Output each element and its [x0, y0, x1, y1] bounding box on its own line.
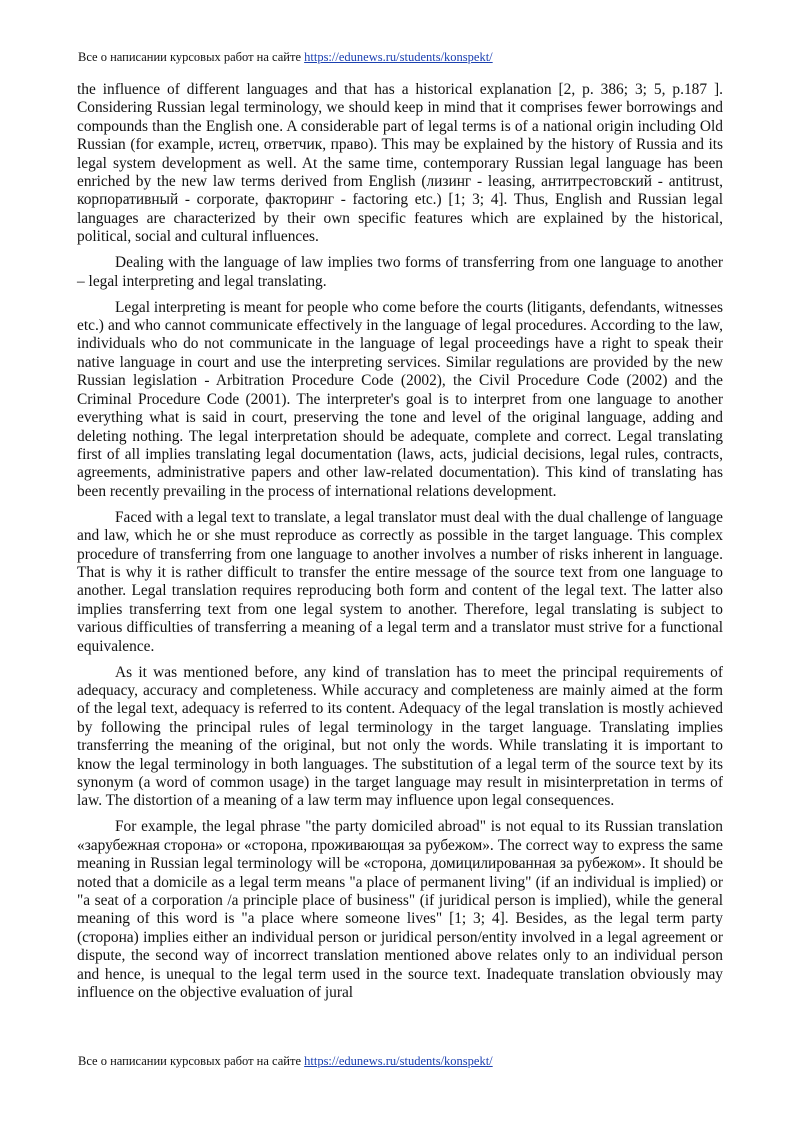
document-body	[77, 81, 723, 1010]
paragraph: Dealing with the language of law implies two forms of transferring from one language to another – legal interpreting and legal translating.	[77, 254, 723, 290]
footer-link[interactable]: https://edunews.ru/students/konspekt/	[304, 1054, 493, 1068]
paragraph: Faced with a legal text to translate, a legal translator must deal with the dual challenge of language and law, which he or she must reproduce as correctly as possible in the target language. This complex procedure of transferring from one language to another involves a number of risks inherent in language. That is why it is rather difficult to transfer the entire message of the source text from one language to another. Legal translation requires reproducing both form and content of the legal text. The latter also implies transferring text from one legal system to another. Therefore, legal translating is subject to various difficulties of transferring a meaning of a legal term and a translator must strive for a functional equivalence.	[77, 508, 723, 655]
page-header	[78, 49, 493, 65]
paragraph: For example, the legal phrase "the party domiciled abroad" is not equal to its Russian translation «зарубежная сторона» or «сторона, проживающая за рубежом». The correct way to express the same meaning in Russian legal terminology will be «сторона, домицилированная за рубежом». It should be noted that a domicile as a legal term means "a place of permanent living" (if an individual is implied) or "a seat of a corporation /a principle place of business" (if juridical person is implied), while the general meaning of this word is "a place where someone lives" [1; 3; 4]. Besides, as the legal term party (сторона) implies either an individual person or juridical person/entity involved in a legal agreement or dispute, the second way of incorrect translation mentioned above relates only to an individual person and hence, is unequal to the legal term used in the source text. Inadequate translation obviously may influence on the objective evaluation of jural	[77, 818, 723, 1002]
paragraph: the influence of different languages and that has a historical explanation [2, p. 386; 3; 5, p.187 ]. Considering Russian legal terminology, we should keep in mind that it comprises fewer borrowings and compounds than the English one. A considerable part of legal terms is of a national origin including Old Russian (for example, истец, ответчик, право). This may be explained by the history of Russia and its legal system development as well. At the same time, contemporary Russian legal language has been enriched by the new law terms derived from English (лизинг - leasing, антитрестовский - antitrust, корпоративный - corporate, факторинг - factoring etc.) [1; 3; 4]. Thus, English and Russian legal languages are characterized by their own specific features which are explained by the historical, political, social and cultural influences.	[77, 81, 723, 246]
page-footer	[78, 1053, 493, 1069]
footer-text: Все о написании курсовых работ на сайте	[78, 1054, 301, 1068]
paragraph: Legal interpreting is meant for people who come before the courts (litigants, defendants, witnesses etc.) and who cannot communicate effectively in the language of legal procedures. According to the law, individuals who do not communicate in the language of legal proceedings have a right to speak their native language in court and use the interpreting services. Similar regulations are provided by the new Russian legislation - Arbitration Procedure Code (2002), the Civil Procedure Code (2002) and the Criminal Procedure Code (2001). The interpreter's goal is to interpret from one language to another everything what is said in court, preserving the tone and level of the original language, adding and deleting nothing. The legal interpretation should be adequate, complete and correct. Legal translating first of all implies translating legal documentation (laws, acts, judicial decisions, legal rules, contracts, agreements, administrative papers and other law-related documentation). This kind of translating has been recently prevailing in the process of international relations development.	[77, 298, 723, 500]
header-text: Все о написании курсовых работ на сайте	[78, 50, 301, 64]
paragraph: As it was mentioned before, any kind of translation has to meet the principal requirements of adequacy, accuracy and completeness. While accuracy and completeness are mainly aimed at the form of the legal text, adequacy is referred to its content. Adequacy of the legal translation is mostly achieved by following the principal rules of legal terminology in the target language. Translating implies transferring the meaning of the original, but not only the words. While translating it is important to know the legal terminology in both languages. The substitution of a legal term of the source text by its synonym (a word of common usage) in the target language may result in misinterpretation in terms of law. The distortion of a meaning of a law term may influence upon legal consequences.	[77, 663, 723, 810]
header-link[interactable]: https://edunews.ru/students/konspekt/	[304, 50, 493, 64]
